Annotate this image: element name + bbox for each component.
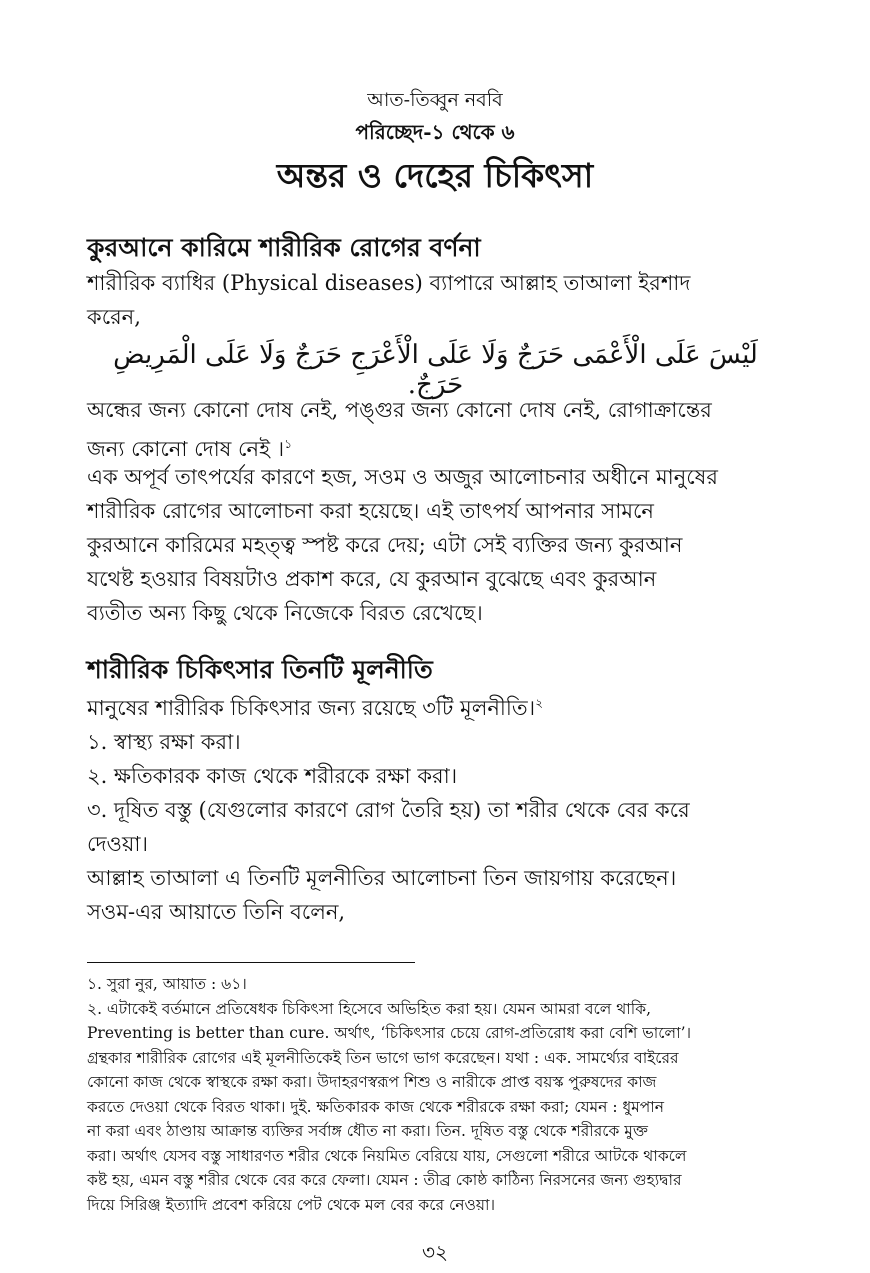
- text-line: শারীরিক ব্যাধির (Physical diseases) ব্যাপারে আল্লাহ তাআলা ইরশাদ: [87, 271, 691, 295]
- book-title: আত-তিব্বুন নববি: [367, 89, 503, 111]
- list-item: ৩. দূষিত বস্তু (যেগুলোর কারণে রোগ তৈরি হয়) তা শরীর থেকে বের করে: [87, 798, 690, 822]
- footnote-2-line: দিয়ে সিরিঞ্জ ইত্যাদি প্রবেশ করিয়ে পেট থেকে মল বের করে নেওয়া।: [87, 1195, 496, 1214]
- text-line: ব্যতীত অন্য কিছু থেকে নিজেকে বিরত রেখেছে।: [87, 601, 483, 625]
- text-line: করেন,: [87, 305, 141, 329]
- list-item: ১. স্বাস্থ্য রক্ষা করা।: [87, 730, 241, 754]
- section2-body: [87, 686, 784, 929]
- principles-intro: মানুষের শারীরিক চিকিৎসার জন্য রয়েছে ৩টি মূলনীতি।: [87, 696, 536, 720]
- footnote-ref-1: ১: [284, 437, 292, 451]
- text-line: যথেষ্ট হওয়ার বিষয়টাও প্রকাশ করে, যে কুরআন বুঝেছে এবং কুরআন: [87, 567, 657, 591]
- footnote-2-line: করতে দেওয়া থেকে বিরত থাকা। দুই. ক্ষতিকারক কাজ থেকে শরীরকে রক্ষা করা; যেমন : ধুমপান: [87, 1097, 665, 1116]
- footnote-2-line: কোনো কাজ থেকে স্বাস্থকে রক্ষা করা। উদাহরণস্বরূপ শিশু ও নারীকে প্রাপ্ত বয়স্ক পুরুষদের কাজ: [87, 1073, 657, 1091]
- footnote-2-line: ২. এটাকেই বর্তমানে প্রতিষেধক চিকিৎসা হিসেবে অভিহিত করা হয়। যেমন আমরা বলে থাকি,: [87, 999, 651, 1018]
- section1-paragraph: [87, 460, 784, 630]
- text-line: [87, 686, 784, 725]
- text-line: কুরআনে কারিমের মহত্ত্ব স্পষ্ট করে দেয়; এটা সেই ব্যক্তির জন্য কুরআন: [87, 533, 683, 557]
- text-line: এক অপূর্ব তাৎপর্যের কারণে হজ, সওম ও অজুর আলোচনার অধীনে মানুষের: [87, 465, 718, 489]
- footnote-2-line: কষ্ট হয়, এমন বস্তু শরীর থেকে বের করে ফেলা। যেমন : তীব্র কোষ্ঠ কাঠিন্য নিরসনের জন্য গুহ্যদ্বার: [87, 1171, 682, 1189]
- text-line: অন্ধের জন্য কোনো দোষ নেই, পঙ্গুর জন্য কোনো দোষ নেই, রোগাক্রান্তের: [87, 398, 712, 422]
- text-line: দেওয়া।: [87, 832, 148, 856]
- verse-translation: [87, 393, 784, 466]
- footnotes: [87, 972, 784, 1217]
- section1-intro: [87, 266, 784, 334]
- section-heading-quran: কুরআনে কারিমে শারীরিক রোগের বর্ণনা: [87, 233, 481, 262]
- list-item: ২. ক্ষতিকারক কাজ থেকে শরীরকে রক্ষা করা।: [87, 764, 458, 788]
- chapter-label: পরিচ্ছেদ-১ থেকে ৬: [355, 120, 515, 144]
- footnote-ref-2: ২: [535, 696, 543, 710]
- section-heading-principles: শারীরিক চিকিৎসার তিনটি মূলনীতি: [87, 655, 433, 684]
- footnote-2-line: না করা এবং ঠাণ্ডায় আক্রান্ত ব্যক্তির সর্বাঙ্গ ধৌত না করা। তিন. দূষিত বস্তু থেকে শরীরকে মুক্ত: [87, 1122, 648, 1140]
- translation-end: জন্য কোনো দোষ নেই ।: [87, 437, 285, 461]
- arabic-verse: لَيْسَ عَلَى الْأَعْمَى حَرَجٌ وَلَا عَلَى الْأَعْرَجِ حَرَجٌ وَلَا عَلَى الْمَرِيضِ حَرَجٌ.: [113, 340, 758, 400]
- text-line: শারীরিক রোগের আলোচনা করা হয়েছে। এই তাৎপর্য আপনার সামনে: [87, 499, 654, 523]
- footnote-divider: [87, 962, 415, 963]
- text-line: সওম-এর আয়াতে তিনি বলেন,: [87, 900, 346, 924]
- page-title: অন্তর ও দেহের চিকিৎসা: [276, 156, 594, 195]
- footnote-2-line: গ্রন্থকার শারীরিক রোগের এই মূলনীতিকেই তিন ভাগে ভাগ করেছেন। যথা : এক. সামর্থ্যের বাইরের: [87, 1048, 679, 1067]
- text-line: আল্লাহ তাআলা এ তিনটি মূলনীতির আলোচনা তিন জায়গায় করেছেন।: [87, 866, 677, 890]
- footnote-2-line: Preventing is better than cure. অর্থাৎ, ‘চিকিৎসার চেয়ে রোগ-প্রতিরোধ করা বেশি ভালো’।: [87, 1024, 692, 1042]
- page-number: ৩২: [421, 1240, 448, 1264]
- footnote-1: ১. সুরা নুর, আয়াত : ৬১।: [87, 975, 247, 993]
- footnote-2-line: করা। অর্থাৎ যেসব বস্তু সাধারণত শরীর থেকে নিয়মিত বেরিয়ে যায়, সেগুলো শরীরে আটকে থাকলে: [87, 1146, 687, 1165]
